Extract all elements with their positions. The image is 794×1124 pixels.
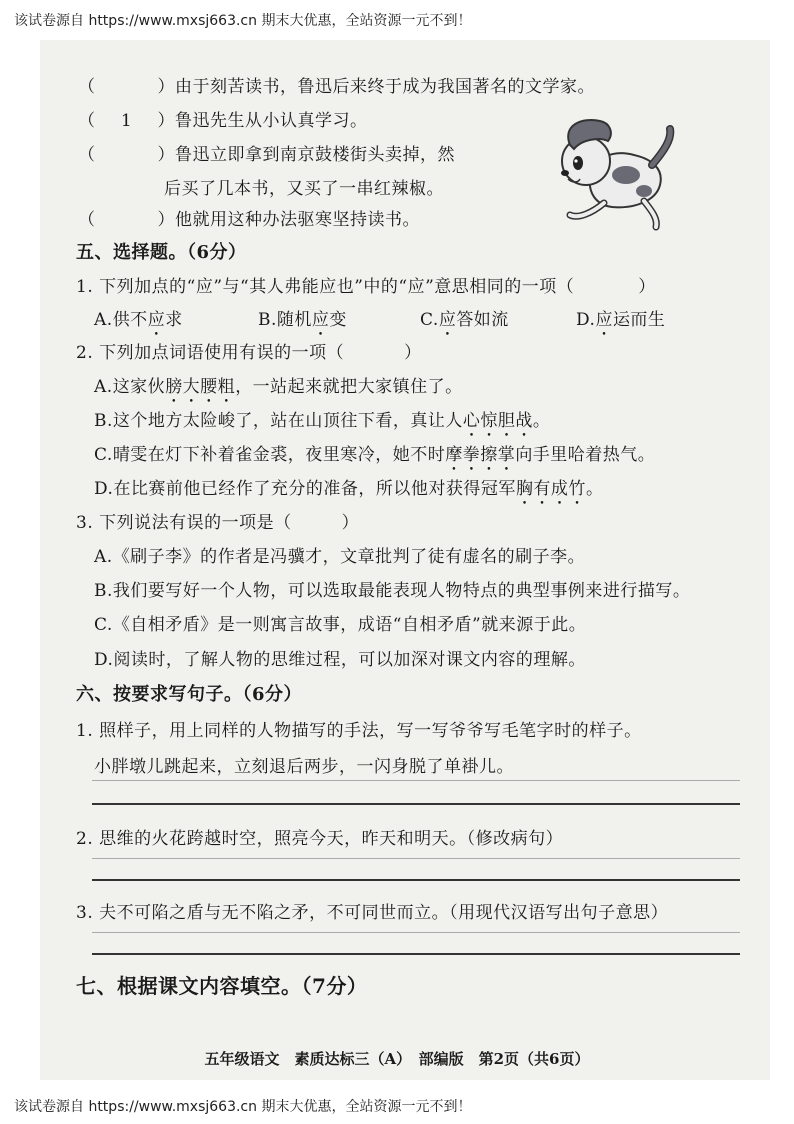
q5-3-option-c: C.《自相矛盾》是一则寓言故事，成语“自相矛盾”就来源于此。 xyxy=(94,615,587,635)
q5-1-option-d: D.应运而生 xyxy=(576,310,666,330)
ordering-item-3: （ ）鲁迅立即拿到南京鼓楼街头卖掉，然 xyxy=(78,145,455,165)
q5-3-stem: 3. 下列说法有误的一项是（ ） xyxy=(76,513,360,533)
q5-3-option-a: A.《刷子李》的作者是冯骥才，文章批判了徒有虚名的刷子李。 xyxy=(94,547,586,567)
running-dog-illustration xyxy=(552,115,682,235)
section-6-title: 六、按要求写句子。（6分） xyxy=(76,684,303,705)
section-7-title: 七、根据课文内容填空。（7分） xyxy=(76,974,368,998)
answer-line[interactable] xyxy=(92,953,740,955)
q5-3-option-d: D.阅读时，了解人物的思维过程，可以加深对课文内容的理解。 xyxy=(94,650,586,670)
answer-line[interactable] xyxy=(92,858,740,859)
q5-2-option-a: A.这家伙膀大腰粗，一站起来就把大家镇住了。 xyxy=(94,377,463,397)
answer-line[interactable] xyxy=(92,780,740,781)
ordering-item-4: （ ）他就用这种办法驱寒坚持读书。 xyxy=(78,210,420,230)
q5-1-option-b: B.随机应变 xyxy=(258,310,347,330)
section-5-title: 五、选择题。（6分） xyxy=(76,242,247,263)
ordering-item-2: （ 1 ）鲁迅先生从小认真学习。 xyxy=(78,111,368,131)
q5-2-option-b: B.这个地方太险峻了，站在山顶往下看，真让人心惊胆战。 xyxy=(94,411,551,431)
answer-line[interactable] xyxy=(92,879,740,881)
page-footer: 五年级语文 素质达标三（A） 部编版 第2页（共6页） xyxy=(204,1050,590,1068)
source-banner-top: 该试卷源自 https://www.mxsj663.cn 期末大优惠，全站资源一元不到！ xyxy=(14,13,472,29)
q5-1-option-a: A.供不应求 xyxy=(94,310,183,330)
q6-2-stem: 2. 思维的火花跨越时空，照亮今天，昨天和明天。（修改病句） xyxy=(76,829,564,849)
answer-line[interactable] xyxy=(92,932,740,933)
q5-3-option-b: B.我们要写好一个人物，可以选取最能表现人物特点的典型事例来进行描写。 xyxy=(94,581,691,601)
ordering-item-3-continued: 后买了几本书，又买了一串红辣椒。 xyxy=(164,179,444,199)
source-banner-bottom: 该试卷源自 https://www.mxsj663.cn 期末大优惠，全站资源一元不到！ xyxy=(14,1099,472,1115)
q5-2-option-c: C.晴雯在灯下补着雀金裘，夜里寒冷，她不时摩拳擦掌向手里哈着热气。 xyxy=(94,445,656,465)
q6-1-stem: 1. 照样子，用上同样的人物描写的手法，写一写爷爷写毛笔字时的样子。 xyxy=(76,721,642,741)
answer-line[interactable] xyxy=(92,803,740,805)
answer-blank[interactable]: 1 xyxy=(120,111,133,131)
q6-3-stem: 3. 夫不可陷之盾与无不陷之矛，不可同世而立。（用现代汉语写出句子意思） xyxy=(76,903,669,923)
q5-1-stem: 1. 下列加点的“应”与“其人弗能应也”中的“应”意思相同的一项（ ） xyxy=(76,277,656,297)
q5-1-option-c: C.应答如流 xyxy=(420,310,509,330)
q5-2-option-d: D.在比赛前他已经作了充分的准备，所以他对获得冠军胸有成竹。 xyxy=(94,479,604,499)
q6-1-example: 小胖墩儿跳起来，立刻退后两步，一闪身脱了单褂儿。 xyxy=(94,757,514,777)
ordering-item-1: （ ）由于刻苦读书，鲁迅后来终于成为我国著名的文学家。 xyxy=(78,77,595,97)
q5-2-stem: 2. 下列加点词语使用有误的一项（ ） xyxy=(76,343,422,363)
